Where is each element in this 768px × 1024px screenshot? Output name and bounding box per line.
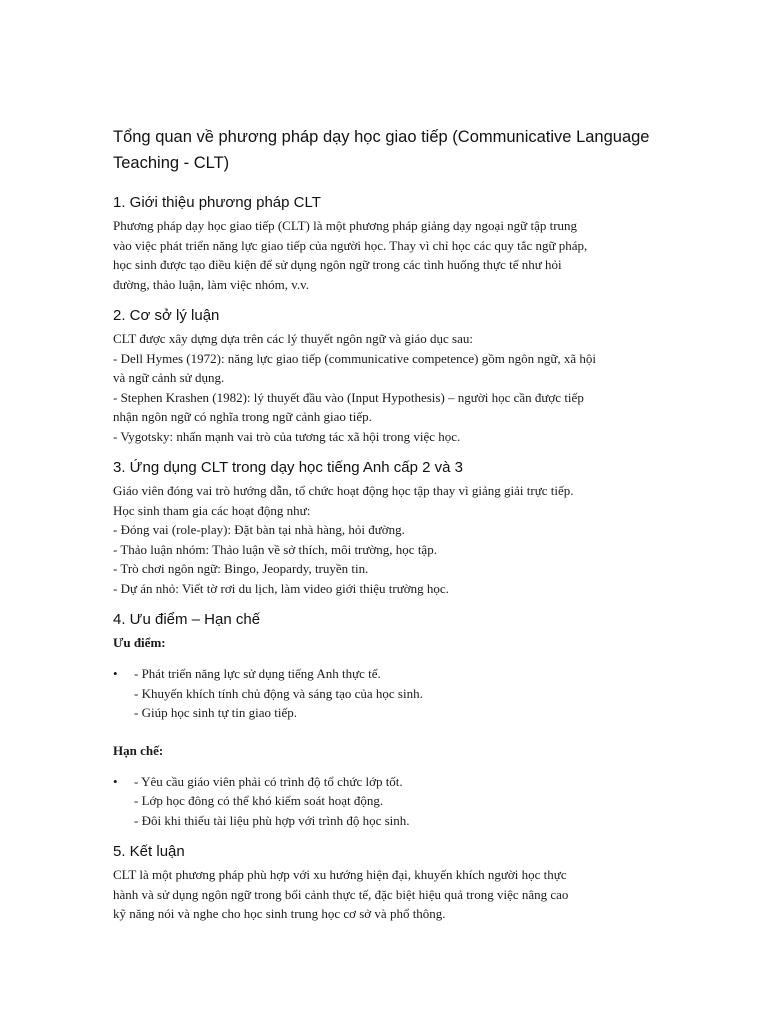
- list-item: - Yêu cầu giáo viên phải có trình độ tổ chức lớp tốt.: [134, 773, 403, 789]
- list-item: - Lớp học đông có thể khó kiểm soát hoạt động.: [134, 793, 384, 808]
- paragraph-line: - Thảo luận nhóm: Thảo luận về sở thích, môi trường, học tập.: [113, 541, 437, 557]
- cons-label: Hạn chế:: [113, 742, 164, 758]
- paragraph-line: CLT là một phương pháp phù hợp với xu hướng hiện đại, khuyến khích người học thực: [113, 867, 567, 882]
- bullet-icon: •: [113, 666, 118, 681]
- paragraph-line: kỹ năng nói và nghe cho học sinh trung học cơ sở và phổ thông.: [113, 906, 446, 921]
- paragraph-line: Học sinh tham gia các hoạt động như:: [113, 502, 311, 518]
- list-item: - Giúp học sinh tự tin giao tiếp.: [134, 705, 298, 720]
- paragraph-line: vào việc phát triển năng lực giao tiếp của người học. Thay vì chỉ học các quy tắc ngữ pháp,: [113, 237, 588, 253]
- paragraph-line: Phương pháp dạy học giao tiếp (CLT) là một phương pháp giảng dạy ngoại ngữ tập trung: [113, 218, 578, 233]
- list-item: - Phát triển năng lực sử dụng tiếng Anh thực tế.: [134, 666, 381, 681]
- paragraph-line: học sinh được tạo điều kiện để sử dụng ngôn ngữ trong các tình huống thực tế như hỏi: [113, 257, 562, 272]
- cons-list: [113, 772, 668, 831]
- paragraph-line: đường, thảo luận, làm việc nhóm, v.v.: [113, 276, 310, 292]
- paragraph-line: CLT được xây dựng dựa trên các lý thuyết ngôn ngữ và giáo dục sau:: [113, 331, 473, 346]
- paragraph-line: - Stephen Krashen (1982): lý thuyết đầu vào (Input Hypothesis) – người học cần được tiếp: [113, 389, 584, 405]
- section-heading: 2. Cơ sở lý luận: [113, 307, 220, 324]
- section-heading: 4. Ưu điểm – Hạn chế: [113, 611, 261, 628]
- section-heading: 5. Kết luận: [113, 843, 185, 860]
- pros-list: [113, 664, 668, 723]
- title-line-2: Teaching - CLT): [113, 154, 230, 172]
- section-theory: [113, 305, 668, 446]
- section-pros-cons: [113, 609, 668, 830]
- bullet-icon: •: [113, 773, 118, 789]
- title-line-1: Tổng quan về phương pháp dạy học giao tiếp (Communicative Language: [113, 128, 650, 146]
- section-heading: 1. Giới thiệu phương pháp CLT: [113, 194, 321, 211]
- paragraph-line: và ngữ cảnh sử dụng.: [113, 370, 225, 385]
- paragraph-line: Giáo viên đóng vai trò hướng dẫn, tổ chức hoạt động học tập thay vì giảng giải trực tiếp.: [113, 483, 574, 498]
- document-title: [113, 124, 668, 176]
- list-item: - Đôi khi thiếu tài liệu phù hợp với trình độ học sinh.: [134, 812, 410, 828]
- section-application: [113, 457, 668, 598]
- pros-label: Ưu điểm:: [113, 635, 166, 650]
- section-conclusion: [113, 841, 668, 924]
- paragraph-line: - Đóng vai (role-play): Đặt bàn tại nhà hàng, hỏi đường.: [113, 522, 405, 537]
- paragraph-line: - Dell Hymes (1972): năng lực giao tiếp (communicative competence) gồm ngôn ngữ, xã hội: [113, 350, 597, 366]
- paragraph-line: - Dự án nhỏ: Viết tờ rơi du lịch, làm video giới thiệu trường học.: [113, 580, 449, 596]
- list-item: - Khuyến khích tính chủ động và sáng tạo của học sinh.: [134, 685, 423, 701]
- paragraph-line: - Vygotsky: nhấn mạnh vai trò của tương tác xã hội trong việc học.: [113, 428, 461, 444]
- section-introduction: [113, 192, 668, 294]
- paragraph-line: - Trò chơi ngôn ngữ: Bingo, Jeopardy, truyền tin.: [113, 561, 369, 576]
- paragraph-line: hành và sử dụng ngôn ngữ trong bối cảnh thực tế, đặc biệt hiệu quả trong việc nâng cao: [113, 886, 569, 902]
- section-heading: 3. Ứng dụng CLT trong dạy học tiếng Anh cấp 2 và 3: [113, 459, 463, 476]
- paragraph-line: nhận ngôn ngữ có nghĩa trong ngữ cảnh giao tiếp.: [113, 409, 372, 424]
